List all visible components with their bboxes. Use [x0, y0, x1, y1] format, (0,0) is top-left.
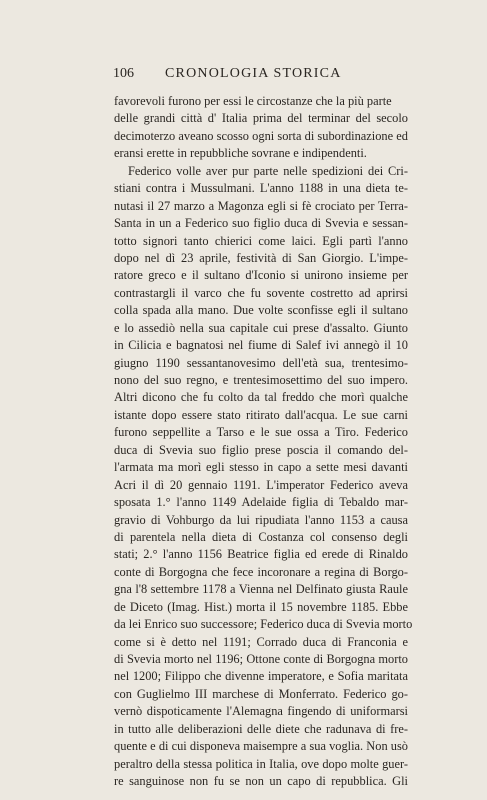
text-line: nel 1200; Filippo che divenne imperatore, e Sofia maritata — [114, 669, 408, 684]
text-line: totto signori tanto chierici come laici. Egli partì l'anno — [114, 233, 408, 248]
text-line: in Cilicia e bagnatosi nel fiume di Salef ivi annegò il 10 — [114, 338, 408, 353]
text-line: in tutto alle deliberazioni delle diete che radunava di fre- — [114, 721, 408, 736]
text-line: decimoterzo aveano scosso ogni sorta di subordinazione ed — [114, 128, 408, 143]
text-line: delle grandi città d' Italia prima del terminar del secolo — [114, 111, 408, 126]
running-title: CRONOLOGIA STORICA — [165, 66, 342, 81]
text-line: eransi erette in repubbliche sovrane e indipendenti. — [114, 146, 367, 161]
text-line: da lei Enrico suo successore; Federico duca di Svevia morto — [114, 617, 413, 632]
text-line: gna l'8 settembre 1178 a Vienna nel Delfinato giusta Raule — [114, 582, 408, 597]
text-line: conte di Borgogna che fece incoronare a regina di Borgo- — [114, 564, 408, 579]
text-line: quente e di cui disponeva maisempre a sua voglia. Non usò — [114, 739, 408, 754]
text-line: duca di Svevia suo figlio prese poscia il comando del- — [114, 442, 408, 457]
text-line: istante dopo essere stato ritirato dall'acqua. Le sue carni — [114, 407, 408, 422]
text-line: l'armata ma morì egli stesso in capo a sette mesi davanti — [114, 460, 408, 475]
text-line: nono del suo regno, e trentesimosettimo del suo impero. — [114, 373, 408, 387]
text-line: colla spada alla mano. Due volte sconfisse egli il sultano — [114, 303, 408, 318]
text-line: nutasi il 27 marzo a Magonza egli si fè crociato per Terra- — [114, 198, 408, 213]
text-line: Acri il dì 20 gennaio 1191. L'imperator Federico aveva — [114, 477, 408, 492]
text-line: dopo nel dì 23 aprile, festività di San Giorgio. L'impe- — [114, 250, 408, 265]
text-line: vernò dispoticamente l'Alemagna fingendo di uniformarsi — [114, 704, 408, 719]
text-line: ratore greco e il sultano d'Iconio si unirono insieme per — [114, 268, 408, 283]
page-header — [113, 66, 403, 86]
text-line: re sanguinose non fu se non un capo di repubblica. Gli — [114, 774, 408, 789]
text-line: peraltro della stessa politica in Italia, ove dopo molte guer- — [114, 756, 408, 771]
text-line: favorevoli furono per essi le circostanze che la più parte — [114, 94, 392, 108]
page-number: 106 — [113, 66, 134, 81]
text-line: sposata 1.° l'anno 1149 Adelaide figlia di Tebaldo mar- — [114, 495, 408, 510]
text-line: di parentela nella dieta di Costanza col consenso degli — [114, 529, 408, 544]
text-line: con Guglielmo III marchese di Monferrato. Federico go- — [114, 686, 408, 701]
text-line: Federico volle aver pur parte nelle spedizioni dei Cri- — [128, 163, 408, 178]
text-line: di Svevia morto nel 1196; Ottone conte di Borgogna morto — [114, 652, 408, 666]
body-text — [114, 93, 413, 791]
text-line: contrastargli il varco che fu sovente costretto ad aprirsi — [114, 285, 408, 300]
text-line: Santa in un a Federico suo figlio duca di Svevia e sessan- — [114, 216, 408, 231]
text-line: de Diceto (Imag. Hist.) morta il 15 novembre 1185. Ebbe — [114, 599, 408, 614]
text-line: stati; 2.° l'anno 1156 Beatrice figlia ed erede di Rinaldo — [114, 547, 408, 562]
text-line: stiani contra i Mussulmani. L'anno 1188 in una dieta te- — [114, 181, 408, 196]
text-line: giugno 1190 sessantanovesimo dell'età sua, trentesimo- — [114, 355, 408, 370]
text-line: gravio di Vohburgo da lui ripudiata l'anno 1153 a causa — [114, 512, 408, 527]
text-line: furono seppellite a Tarso e le sue ossa a Tiro. Federico — [114, 425, 408, 440]
text-line: e lo assediò nella sua capitale cui prese d'assalto. Giunto — [114, 320, 408, 335]
text-line: come si è detto nel 1191; Corrado duca di Franconia e — [114, 634, 408, 649]
text-line: Altri dicono che fu colto da tal freddo che morì qualche — [114, 390, 408, 405]
